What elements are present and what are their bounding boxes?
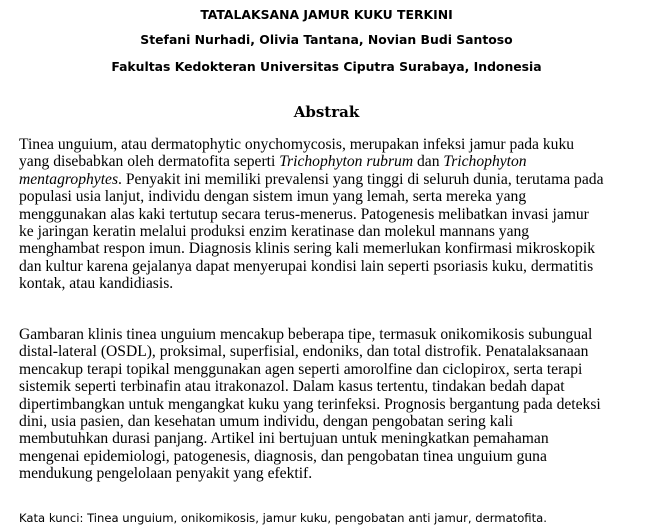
abstract-line: Gambaran klinis tinea unguium mencakup beberapa tipe, termasuk onikomikosis subungual xyxy=(19,326,593,343)
paper-affiliation: Fakultas Kedokteran Universitas Ciputra Surabaya, Indonesia xyxy=(111,59,542,74)
abstract-line: dini, usia pasien, dan kesehatan umum individu, dengan pengobatan sering kali xyxy=(19,413,514,431)
species-name: Trichophyton xyxy=(443,153,527,171)
abstract-line: membutuhkan durasi panjang. Artikel ini bertujuan untuk meningkatkan pemahaman xyxy=(19,430,549,448)
abstract-line: menghambat respon imun. Diagnosis klinis sering kali memerlukan konfirmasi mikroskopik xyxy=(19,240,596,258)
text-run: yang disebabkan oleh dermatofita seperti xyxy=(19,153,280,171)
abstract-line: mencakup terapi topikal menggunakan agen seperti amorolfine dan ciclopirox, serta terapi xyxy=(19,360,583,378)
abstract-paragraph-1 xyxy=(19,136,639,293)
abstract-heading: Abstrak xyxy=(293,103,360,121)
keywords: Kata kunci: Tinea unguium, onikomikosis, jamur kuku, pengobatan anti jamur, dermatofita. xyxy=(19,511,547,525)
abstract-line: dipertimbangkan untuk mengangkat kuku yang terinfeksi. Prognosis bergantung pada deteksi xyxy=(19,395,601,413)
paper-authors: Stefani Nurhadi, Olivia Tantana, Novian Budi Santoso xyxy=(140,32,513,47)
abstract-paragraph-2 xyxy=(19,326,639,483)
abstract-line xyxy=(19,153,639,170)
abstract-line: ke jaringan keratin melalui produksi enzim keratinase dan molekul mannans yang xyxy=(19,223,530,241)
species-name: Trichophyton rubrum xyxy=(279,153,414,171)
abstract-line xyxy=(19,171,639,188)
abstract-line: populasi usia lanjut, individu dengan sistem imun yang lemah, serta mereka yang xyxy=(19,188,527,206)
abstract-line: menggunakan alas kaki tertutup secara terus-menerus. Patogenesis melibatkan invasi jamur xyxy=(19,205,589,223)
text-run: . Penyakit ini memiliki prevalensi yang tinggi di seluruh dunia, terutama pada xyxy=(118,170,604,188)
abstract-line: mendukung pengelolaan penyakit yang efektif. xyxy=(19,465,313,483)
text-run: dan xyxy=(413,153,444,171)
abstract-line: Tinea unguium, atau dermatophytic onychomycosis, merupakan infeksi jamur pada kuku xyxy=(19,136,575,153)
abstract-line: mengenai epidemiologi, patogenesis, diagnosis, dan pengobatan tinea unguium guna xyxy=(19,447,547,465)
species-name: mentagrophytes xyxy=(19,170,119,188)
abstract-line: sistemik seperti terbinafin atau itrakonazol. Dalam kasus tertentu, tindakan bedah dapat xyxy=(19,378,565,396)
paper-title: TATALAKSANA JAMUR KUKU TERKINI xyxy=(200,7,453,22)
abstract-line: dan kultur karena gejalanya dapat menyerupai kondisi lain seperti psoriasis kuku, dermatitis xyxy=(19,257,594,275)
abstract-line: kontak, atau kandidiasis. xyxy=(19,275,174,293)
abstract-line: distal-lateral (OSDL), proksimal, superfisial, endoniks, dan total distrofik. Penatalaksanaan xyxy=(19,343,589,361)
